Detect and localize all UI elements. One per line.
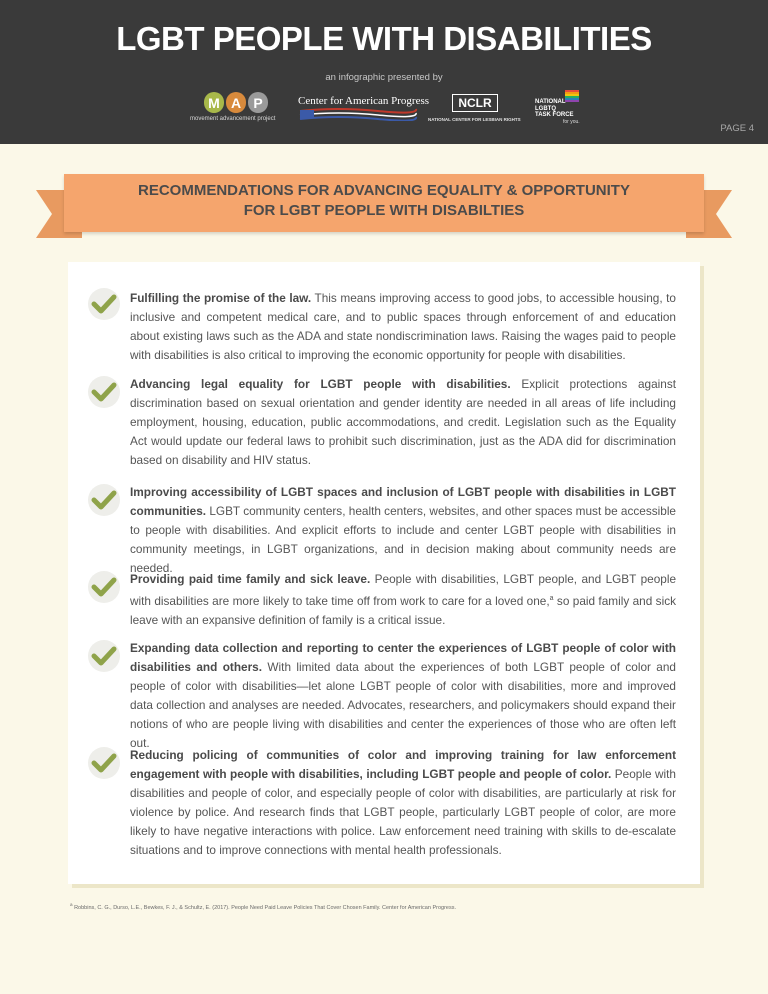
- recommendation-body: People with disabilities, LGBT people, and LGBT people with disabilities are more likely to take time off from work to care for a loved one,: [130, 572, 677, 608]
- map-letter-a: A: [226, 92, 246, 113]
- recommendation-heading: Expanding data collection and reporting to center the experiences of LGBT people of color with disabilities and others.: [130, 641, 676, 674]
- presented-by-label: an infographic presented by: [325, 72, 443, 83]
- recommendation-body: LGBT community centers, health centers, websites, and other spaces must be accessible to people with disabilities. And explicit efforts to include and center LGBT people with disabilities in community meetings, in LGBT organizations, and in decision making about community needs are needed.: [130, 504, 676, 575]
- map-tagline: movement advancement project: [190, 116, 276, 122]
- map-letter-p: P: [248, 92, 268, 113]
- cap-flag-icon: [298, 107, 418, 121]
- task-force-line-1: NATIONAL: [535, 99, 566, 105]
- footnote-marker: a: [70, 902, 73, 907]
- nclr-name: NCLR: [452, 94, 498, 112]
- checkmark-icon: [88, 484, 120, 516]
- map-logo: [190, 92, 285, 128]
- recommendation-heading: Providing paid time family and sick leave.: [130, 572, 371, 586]
- cap-name: Center for American Progress: [298, 95, 430, 107]
- page-header: [0, 0, 768, 144]
- recommendation-item: [130, 483, 676, 578]
- recommendation-body: People with disabilities and people of color, and especially people of color with disabilities, are particularly at risk for violence by police. And research finds that LGBT people, particularly LGBT people of color, are more likely to have negative interactions with police. Law enforcement need training with skills to de-escalate situations and to improve connections with mental health professionals.: [130, 767, 676, 857]
- recommendation-text: [130, 639, 676, 753]
- recommendation-item: [130, 570, 676, 630]
- recommendation-item: [130, 289, 676, 365]
- checkmark-icon: [88, 640, 120, 672]
- recommendation-body: With limited data about the experiences of both LGBT people of color and people of color with disabilities—let alone LGBT people of color with disabilities, more and improved data collection and analyses are needed. Advocates, researchers, and policymakers should expand their notions of who are people living with disabilities and center the experiences of those who are often left out.: [130, 660, 676, 750]
- banner-heading: [64, 181, 704, 221]
- checkmark-icon: [88, 571, 120, 603]
- task-force-line-2: LGBTQ: [535, 105, 556, 112]
- page-number: PAGE 4: [720, 123, 754, 134]
- banner-heading-line-2: FOR LGBT PEOPLE WITH DISABILTIES: [243, 202, 525, 219]
- checkmark-icon: [88, 288, 120, 320]
- recommendation-item: [130, 639, 676, 753]
- task-force-line-3: TASK FORCE: [535, 112, 574, 118]
- footnote: [70, 902, 456, 911]
- recommendation-item: [130, 375, 676, 470]
- nclr-tagline: NATIONAL CENTER FOR LESBIAN RIGHTS: [428, 117, 521, 122]
- task-force-logo: [535, 90, 583, 130]
- recommendation-body: This means improving access to good jobs, to accessible housing, to inclusive and competent medical care, and to public spaces through enforcement of and education about existing laws such as the ADA and state nondiscrimination laws. Raising the wages paid to people with disabilities is also critical to improving the economic opportunity for people with disabilities.: [130, 291, 676, 362]
- checkmark-icon: [88, 376, 120, 408]
- recommendation-text: [130, 289, 676, 365]
- recommendation-item: [130, 746, 676, 860]
- recommendation-text: [130, 746, 676, 860]
- footnote-text: Robbins, C. G., Durso, L.E., Bewkes, F. J., & Schultz, E. (2017). People Need Paid Leave Policies That Cover Chosen Family. Center for American Progress.: [74, 904, 456, 911]
- checkmark-icon: [88, 747, 120, 779]
- recommendation-heading: Fulfilling the promise of the law.: [130, 291, 312, 305]
- recommendation-text: [130, 375, 676, 470]
- banner-heading-line-1: RECOMMENDATIONS FOR ADVANCING EQUALITY & OPPORTUNITY: [138, 182, 630, 199]
- nclr-logo: [428, 94, 521, 126]
- page-title: LGBT PEOPLE WITH DISABILITIES: [116, 20, 652, 57]
- recommendation-body: Explicit protections against discrimination based on sexual orientation and gender identity are needed in all areas of life including employment, housing, education, public accommodations, and credit. Legislation such as the Equality Act would update our federal laws to prohibit such discrimination, just as the ADA did for discrimination based on disability and HIV status.: [130, 377, 676, 467]
- recommendation-heading: Improving accessibility of LGBT spaces and inclusion of LGBT people with disabilities in LGBT communities.: [130, 485, 676, 518]
- recommendation-heading: Advancing legal equality for LGBT people with disabilities.: [130, 377, 511, 391]
- recommendation-body-continued: so paid family and sick leave with an expansive definition of family is a critical issue.: [130, 593, 676, 627]
- footnote-marker: a: [549, 595, 554, 602]
- cap-logo: [298, 95, 430, 125]
- task-force-tagline: for you.: [563, 118, 580, 125]
- recommendation-text: [130, 570, 676, 630]
- map-letter-m: M: [204, 92, 224, 113]
- recommendation-text: [130, 483, 676, 578]
- recommendation-heading: Reducing policing of communities of color and improving training for law enforcement engagement with people with disabilities, including LGBT people and people of color.: [130, 748, 676, 781]
